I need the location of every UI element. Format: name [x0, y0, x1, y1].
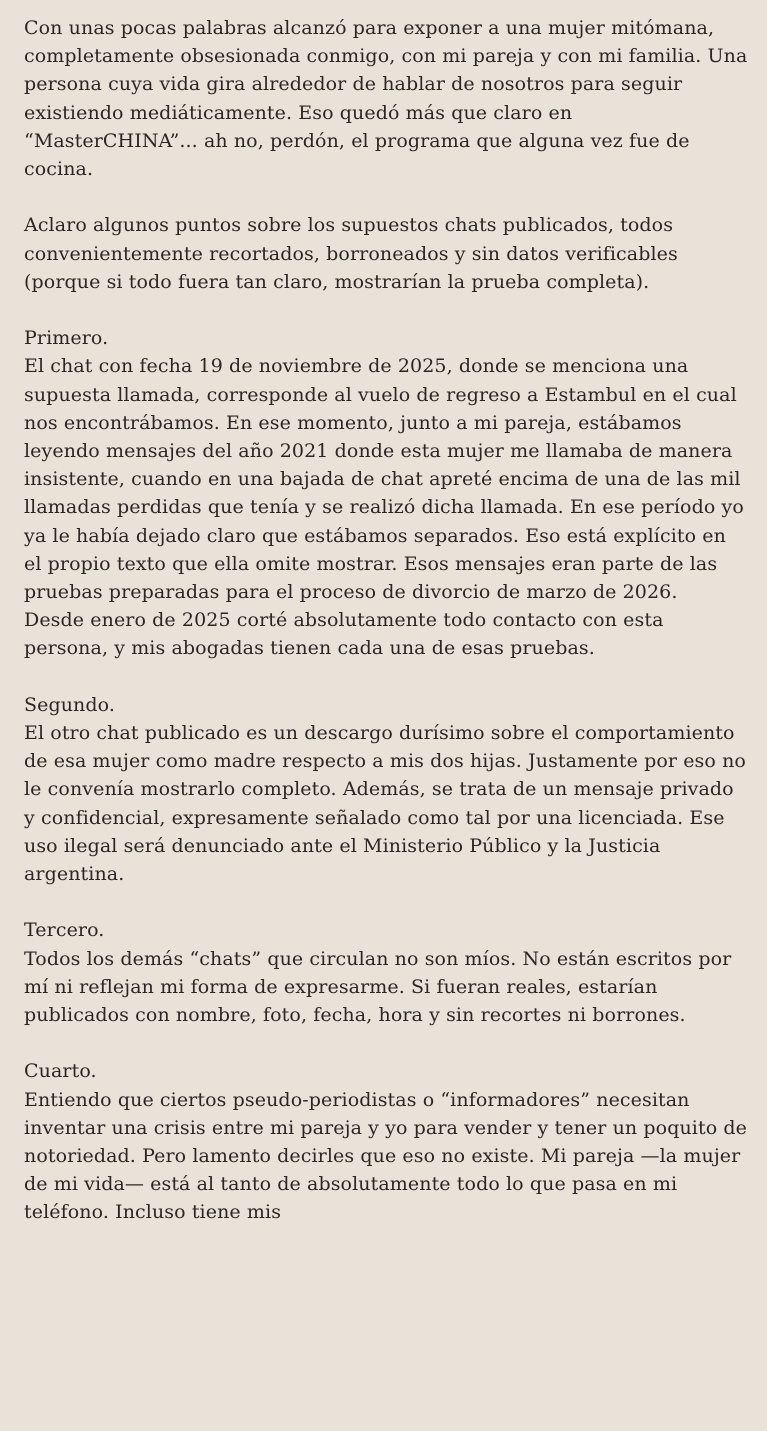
section-fourth-body: Entiendo que ciertos pseudo-periodistas o “informadores” necesitan inventar una crisis entre mi pareja y yo para vender y tener un poquito de notoriedad. Pero lamento decirles que eso no existe. Mi pareja —la mujer de mi vida— está al tanto de absolutamente todo lo que pasa en mi teléfono. Incluso tiene mis	[24, 1088, 747, 1224]
section-first-body: El chat con fecha 19 de noviembre de 2025, donde se menciona una supuesta llamada, corresponde al vuelo de regreso a Estambul en el cual nos encontrábamos. En ese momento, junto a mi pareja, estábamos leyendo mensajes del año 2021 donde esta mujer me llamaba de manera insistente, cuando en una bajada de chat apreté encima de una de las mil llamadas perdidas que tenía y se realizó dicha llamada. En ese período yo ya le había dejado claro que estábamos separados. Eso está explícito en el propio texto que ella omite mostrar. Esos mensajes eran parte de las pruebas preparadas para el proceso de divorcio de marzo de 2026.	[24, 355, 744, 604]
section-fourth	[24, 1057, 749, 1226]
intro-paragraph: Con unas pocas palabras alcanzó para exponer a una mujer mitómana, completamente obsesionada conmigo, con mi pareja y con mi familia. Una persona cuya vida gira alrededor de hablar de nosotros para seguir existiendo mediáticamente. Eso quedó más que claro en “MasterCHINA”... ah no, perdón, el programa que alguna vez fue de cocina.	[24, 17, 748, 181]
section-first-heading: Primero.	[24, 327, 109, 350]
section-third-body: Todos los demás “chats” que circulan no son míos. No están escritos por mí ni reflejan mi forma de expresarme. Si fueran reales, estarían publicados con nombre, foto, fecha, hora y sin recortes ni borrones.	[24, 947, 732, 1027]
section-first	[24, 324, 749, 662]
statement-document	[24, 14, 749, 1227]
clarification-paragraph: Aclaro algunos puntos sobre los supuestos chats publicados, todos convenientemente recortados, borroneados y sin datos verificables (porque si todo fuera tan claro, mostrarían la prueba completa).	[24, 214, 678, 293]
section-first-body-continued: Desde enero de 2025 corté absolutamente todo contacto con esta persona, y mis abogadas tienen cada una de esas pruebas.	[24, 609, 664, 660]
section-fourth-heading: Cuarto.	[24, 1060, 97, 1083]
section-second	[24, 691, 749, 888]
section-second-body: El otro chat publicado es un descargo durísimo sobre el comportamiento de esa mujer como madre respecto a mis dos hijas. Justamente por eso no le convenía mostrarlo completo. Además, se trata de un mensaje privado y confidencial, expresamente señalado como tal por una licenciada. Ese uso ilegal será denunciado ante el Ministerio Público y la Justicia argentina.	[24, 722, 746, 886]
section-third-heading: Tercero.	[24, 919, 105, 942]
section-third	[24, 916, 749, 1029]
section-second-heading: Segundo.	[24, 693, 116, 716]
